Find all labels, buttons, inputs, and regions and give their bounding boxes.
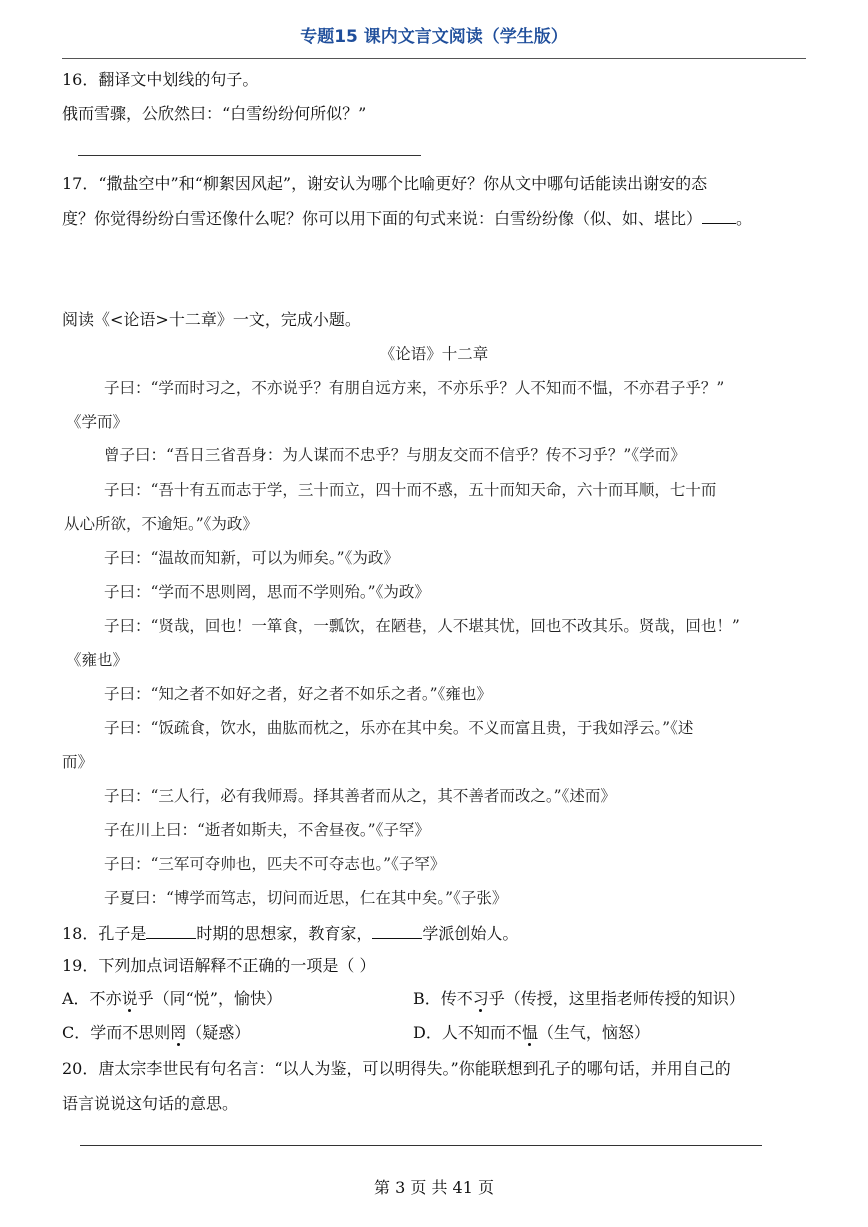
option-d[interactable]: D．人不知而不愠（生气，恼怒） [413, 1023, 650, 1042]
page-header-title: 专题15 课内文言文阅读（学生版） [300, 27, 568, 47]
option-b[interactable]: B．传不习乎（传授，这里指老师传授的知识） [413, 989, 745, 1008]
passage-line: 子曰：“贤哉，回也！一箪食，一瓢饮，在陋巷，人不堪其忧，回也不改其乐。贤哉，回也！” [104, 617, 740, 635]
passage-title: 《论语》十二章 [379, 345, 489, 363]
passage-line: 子曰：“学而不思则罔，思而不学则殆。”《为政》 [104, 583, 430, 601]
passage-line: 子曰：“三人行，必有我师焉。择其善者而从之，其不善者而改之。”《述而》 [104, 787, 616, 805]
answer-blank[interactable] [372, 922, 422, 939]
answer-blank[interactable] [146, 922, 196, 939]
question-18: 18．孔子是 时期的思想家，教育家， 学派创始人。 [62, 924, 519, 943]
passage-line: 曾子曰：“吾日三省吾身：为人谋而不忠乎？与朋友交而不信乎？传不习乎？”《学而》 [104, 446, 686, 464]
passage-line: 子曰：“学而时习之，不亦说乎？有朋自远方来，不亦乐乎？人不知而不愠，不亦君子乎？” [104, 379, 725, 397]
passage-line: 子曰：“知之者不如好之者，好之者不如乐之者。”《雍也》 [104, 685, 492, 703]
question-16-sentence: 俄而雪骤，公欣然曰：“白雪纷纷何所似？” [62, 104, 367, 123]
question-20-line-1: 20．唐太宗李世民有句名言：“以人为鉴，可以明得失。”你能联想到孔子的哪句话，并用自己的 [62, 1059, 731, 1078]
passage-line: 子曰：“温故而知新，可以为师矣。”《为政》 [104, 549, 399, 567]
passage-line: 子在川上曰：“逝者如斯夫，不舍昼夜。”《子罕》 [104, 821, 430, 839]
answer-line[interactable] [78, 155, 421, 156]
reading-intro: 阅读《<论语>十二章》一文，完成小题。 [62, 310, 361, 329]
option-c[interactable]: C．学而不思则罔（疑惑） [62, 1023, 251, 1042]
question-20-line-2: 语言说说这句话的意思。 [62, 1094, 239, 1113]
passage-line: 而》 [62, 753, 94, 771]
question-17-line-2: 度？你觉得纷纷白雪还像什么呢？你可以用下面的句式来说：白雪纷纷像（似、如、堪比） 。 [62, 209, 753, 228]
passage-line: 子夏曰：“博学而笃志，切问而近思，仁在其中矣。”《子张》 [104, 889, 508, 907]
question-17-line-1: 17．“撒盐空中”和“柳絮因风起”，谢安认为哪个比喻更好？你从文中哪句话能读出谢安的态 [62, 174, 708, 193]
passage-line: 《雍也》 [66, 651, 129, 669]
question-19-stem: 19．下列加点词语解释不正确的一项是（ ） [62, 956, 376, 975]
passage-line: 子曰：“吾十有五而志于学，三十而立，四十而不惑，五十而知天命，六十而耳顺，七十而 [104, 481, 717, 499]
option-a[interactable]: A．不亦说乎（同“悦”，愉快） [62, 989, 282, 1008]
passage-line: 从心所欲，不逾矩。”《为政》 [64, 515, 258, 533]
page-number: 第 3 页 共 41 页 [374, 1178, 494, 1197]
question-16-label: 16．翻译文中划线的句子。 [62, 70, 259, 89]
passage-line: 子曰：“三军可夺帅也，匹夫不可夺志也。”《子罕》 [104, 855, 446, 873]
answer-blank[interactable] [702, 207, 736, 224]
passage-line: 子曰：“饭疏食，饮水，曲肱而枕之，乐亦在其中矣。不义而富且贵，于我如浮云。”《述 [104, 719, 694, 737]
footer-divider [80, 1145, 762, 1146]
passage-line: 《学而》 [66, 413, 129, 431]
header-divider [62, 58, 806, 59]
